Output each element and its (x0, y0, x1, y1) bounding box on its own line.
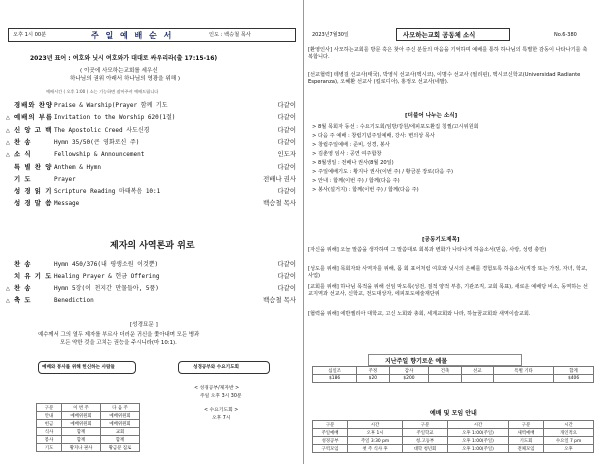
order-name: 경배와 찬양 (14, 101, 54, 109)
table-cell: 함께 (62, 428, 101, 436)
table-cell: 대학 청년회 (402, 445, 447, 453)
prayer-2: [성도를 위해] 목회자와 사역자를 위해, 몸 회 표어처럼 여호와 닛시의 은혜를 경험토록 하옵소서(직장 또는 가정, 자녀, 학교, 사업) (308, 266, 590, 280)
order-row (6, 137, 298, 148)
order-mark: △ (6, 286, 10, 292)
order-row (6, 162, 298, 173)
verse-line-2: 모든 약한 것을 고치는 권능을 주시니라(마 10:1). (60, 340, 177, 346)
order-mark: △ (6, 298, 10, 304)
order-row (6, 149, 298, 160)
order-row (6, 100, 298, 111)
order-name: 치 유 기 도 (14, 272, 53, 280)
bible-line-3: < 수요기도회 > (204, 408, 239, 413)
offering-title: 지난주일 향기로운 예물 (385, 358, 448, 365)
table-row (37, 444, 140, 452)
order-row (6, 295, 298, 306)
table-cell: 청.고등부 (402, 437, 447, 445)
intro-line-2: 하나님의 권위 아래서 하나님의 영광을 위해 ) (70, 76, 181, 82)
table-cell: 오후 1시 (348, 429, 403, 437)
order-row (6, 174, 298, 185)
table-cell: 주일 3:30 pm (348, 437, 403, 445)
order-content: Hymn 450/376(내 평생소원 이것뿐) (54, 261, 159, 268)
table-cell: 함께 (101, 436, 140, 444)
intro-line-1: ( 이곳에 사모하는교회를 세우신 (80, 68, 158, 74)
news-item: > 다음 주 예배 : 창립기념주일예배, 강사: 변의상 목사 (312, 133, 435, 139)
table-cell: 황금분 집로 (101, 444, 140, 452)
order-name: 소 식 (14, 150, 32, 159)
table-row (37, 428, 140, 436)
table-row (313, 429, 594, 437)
table-cell: 기도 (37, 444, 62, 452)
table-cell: 헌금 (37, 420, 62, 428)
yearly-theme: 2023년 표어 : 여호와 닛시 여호와가 대대로 싸우리라(출 17:15-16) (30, 55, 218, 62)
order-name: 예배의 부름 (14, 113, 54, 122)
table-cell: 기도회 (508, 437, 543, 445)
table-cell: 안내 (37, 412, 62, 420)
news-title: [더불어 나누는 소식] (405, 113, 458, 119)
order-person: 다같이 (277, 113, 296, 122)
table-row (37, 420, 140, 428)
order-row (6, 283, 298, 294)
table-cell: 오후 1:00(주일) (448, 437, 509, 445)
order-row (6, 271, 298, 282)
offering-th: 특별 기타 (493, 367, 553, 375)
table-cell: 오후 1:00(주일) (448, 445, 509, 453)
offering-th: 건축 (429, 367, 461, 375)
offering-th: 십일조 (313, 367, 357, 375)
prelude-note: 예배시간 ( 오후 1:00 ) 소는 기능하면 잠아주셔 예배드립니다 (46, 89, 159, 94)
table-cell: 예배위원회 (62, 420, 101, 428)
news-item: > 8월생일 : 전배나 권사(8월 20일) (312, 160, 394, 166)
offering-title-bar (368, 354, 522, 366)
table-row (313, 437, 594, 445)
news-item: > 8월 목회자 동선 : 수요기도회/임방/강원/에피포도환집 칭찔/고시위원회 (312, 124, 479, 130)
order-row (6, 186, 298, 197)
offering-th: 주정 (357, 367, 389, 375)
welcome-text: [환영인사] 사모하는교회를 방문 혹은 찾아 주신 분들의 마음을 기억하며 예배를 통하 하나님의 특별한 감동이 나타나기를 축복합니다. (308, 47, 588, 61)
table-cell: 첫 주 식사 후 (348, 445, 403, 453)
table-cell: 예배위원회 (101, 420, 140, 428)
worship-header-bar (8, 28, 296, 42)
table-cell: 황지나 권사 (62, 444, 101, 452)
order-name: 성 경 읽 기 (14, 187, 53, 196)
offering-value: $406 (554, 375, 594, 383)
order-person: 백승철 목사 (263, 199, 296, 208)
order-content: Praise & Warship(Prayer 함께 기도 (54, 102, 168, 109)
prayer-4: [협력을 위해] 에반젤리아 대학교, 고신 노회와 총회, 세계교회와 나라, 하늘꿈교회와 새역이슬교회. (308, 311, 531, 317)
prayer-3: [교회를 위해] 하나님 목적을 위해 선임 막도록(성전, 질적 양적 부흥, 기관조직, 교회 목표), 새로운 예배당 비소, 동역하는 선교지역과 선교사, 신학교, 전도대상자, 에피포도예술재단위 (308, 284, 588, 298)
table-cell: 주일학교 (402, 429, 447, 437)
offering-value: $186 (313, 375, 357, 383)
table-cell: 오후 (544, 445, 594, 453)
schedule-title: 예배 및 모임 안내 (430, 410, 477, 417)
order-name: 신 앙 고 백 (14, 125, 53, 134)
table-cell: 수요일 7 pm (544, 437, 594, 445)
offering-value (461, 375, 493, 383)
table-row (313, 445, 594, 453)
schedule-th: 시간 (448, 421, 509, 429)
bible-line-4: 오후 7시 (212, 416, 231, 421)
order-mark: △ (6, 127, 10, 134)
table-cell: 교회 (101, 428, 140, 436)
service-th: 이 번 주 (62, 404, 101, 412)
missionary-text: [선교협력] 테병걸 선교사(태국), 박영식 선교사(멕시코), 이명수 선교사 (필리핀), 멕시코신학교(Universidad Radiante Esperanza), 오혜환 선교사 (킬로디아), 홍정오 선교사(네팔). (308, 72, 582, 86)
order-mark: △ (6, 139, 10, 146)
table-cell: 예배위원회 (101, 412, 140, 420)
bulletin-number: No.6-380 (554, 32, 577, 38)
news-item: > 안내 : 합께(이번 주) / 합께(다음 주) (312, 178, 400, 184)
order-content: The Apostolic Creed 사도신경 (54, 126, 150, 134)
worship-title: 주 일 예 배 순 서 (91, 31, 174, 40)
order-name: 찬 송 (14, 284, 32, 292)
offering-value (493, 375, 553, 383)
verse-line-1: 예수께서 그의 열두 제자를 부르사 더러운 귀신을 쫓아내며 모든 병과 (38, 332, 200, 338)
news-item: > 김춘영 임사 : 공연 여주합창 (312, 151, 382, 157)
order-content: Message (54, 200, 80, 208)
news-item: > 봉사(설거지) : 합께(이번 주) / 합께(다음 주) (312, 187, 419, 193)
church-news-bar (396, 28, 510, 41)
order-content: Anthem & Hymn (54, 163, 101, 171)
table-cell: 함께 (62, 436, 101, 444)
order-name: 기 도 (14, 174, 32, 183)
order-row (6, 198, 298, 209)
order-name: 찬 송 (14, 260, 32, 268)
table-cell: 구역모임 (313, 445, 348, 453)
schedule-th: 시간 (544, 421, 594, 429)
offering-value: $20 (357, 375, 389, 383)
order-person: 다같이 (277, 137, 296, 146)
order-content: Prayer (54, 175, 76, 183)
table-row (313, 375, 594, 383)
order-mark: △ (6, 152, 10, 159)
schedule-table (312, 420, 594, 453)
order-content: Scripture Reading 마태복음 10:1 (54, 188, 161, 196)
worship-time: 오후 1시 00분 (13, 32, 47, 38)
order-content: Hymn 5장(이 천지간 만물들아, 5품) (54, 285, 159, 292)
order-person: 다같이 (277, 101, 296, 109)
offering-value: $200 (389, 375, 429, 383)
bible-box-title-text: 성경공부와 수요기도회 (193, 365, 239, 370)
order-person: 백승철 목사 (263, 296, 296, 304)
table-row (37, 436, 140, 444)
table-cell: 봉사 (37, 436, 62, 444)
service-table (36, 403, 140, 452)
order-content: Healing Prayer & 헌금 Offering (54, 273, 160, 280)
order-row (6, 112, 298, 123)
order-content: Benediction (54, 297, 94, 304)
offering-th: 선교 (461, 367, 493, 375)
bible-line-1: < 성경공부/제자반 > (194, 386, 240, 391)
order-content: Fellowship & Announcement (54, 151, 145, 159)
service-box-title-text: 예배와 봉사를 위해 헌신하는 사람들 (42, 365, 115, 370)
sermon-title: 제자의 사역론과 위로 (110, 241, 195, 251)
service-th: 다 음 주 (101, 404, 140, 412)
order-content: Invitation to the Worship 620(1절) (54, 114, 176, 122)
service-box-title (38, 361, 136, 374)
bible-box-title (178, 361, 270, 374)
order-row (6, 125, 298, 136)
news-item: > 주일예배기도 : 황지나 권사(이번 주) / 황금분 장로(다음 주) (312, 169, 454, 175)
schedule-th: 구분 (402, 421, 447, 429)
order-person: 전배나 권사 (263, 174, 296, 183)
order-content: Hymn 35/50(큰 영화로신 주) (54, 138, 140, 146)
schedule-th: 구분 (313, 421, 348, 429)
order-name: 축 도 (14, 296, 32, 304)
table-cell: 새벽예배 (508, 429, 543, 437)
order-name: 찬 송 (14, 137, 32, 146)
order-person: 다같이 (277, 260, 296, 268)
order-name: 특 별 찬 양 (14, 162, 53, 171)
offering-value (429, 375, 461, 383)
offering-th: 감사 (389, 367, 429, 375)
order-person: 다같이 (277, 272, 296, 280)
offering-th: 합계 (554, 367, 594, 375)
order-mark: △ (6, 115, 10, 122)
order-row (6, 259, 298, 270)
order-name: 성 경 말 씀 (14, 199, 53, 208)
schedule-th: 구분 (508, 421, 543, 429)
verse-heading: [성경묘문 ] (130, 322, 158, 328)
service-th: 구분 (37, 404, 62, 412)
offering-table (312, 366, 594, 383)
bible-line-2: 주일 오후 3시 30분 (200, 394, 242, 399)
news-item: > 창립주일예배 : 준비, 성경, 봉사 (312, 142, 390, 148)
prayer-1: [자신을 위해] 오늘 말씀을 생각하며 그 말씀대로 회복과 변화가 나타나게 하옵소서(믿음, 사랑, 성령 충만) (308, 247, 547, 253)
table-cell: 주일예배 (313, 429, 348, 437)
worship-leader: 인도 : 백승철 목사 (209, 32, 251, 38)
prayer-title: [공동기도제목] (422, 237, 460, 243)
order-person: 다같이 (277, 162, 296, 171)
order-person: 다같이 (277, 284, 296, 292)
table-cell: 성경공부 (313, 437, 348, 445)
table-cell: 예배위원회 (62, 412, 101, 420)
table-cell: 전체모임 (508, 445, 543, 453)
table-row (37, 412, 140, 420)
table-cell: 개인적으 (544, 429, 594, 437)
order-person: 다같이 (277, 125, 296, 134)
table-cell: 오후 1:00(주일) (448, 429, 509, 437)
church-news-title: 사모하는교회 공동체 소식 (403, 31, 476, 39)
order-person: 다같이 (277, 187, 296, 196)
table-cell: 식사 (37, 428, 62, 436)
schedule-th: 시간 (348, 421, 403, 429)
order-person: 인도자 (277, 150, 296, 159)
page-divider (303, 0, 304, 464)
bulletin-date: 2023년7월30일 (312, 32, 349, 38)
